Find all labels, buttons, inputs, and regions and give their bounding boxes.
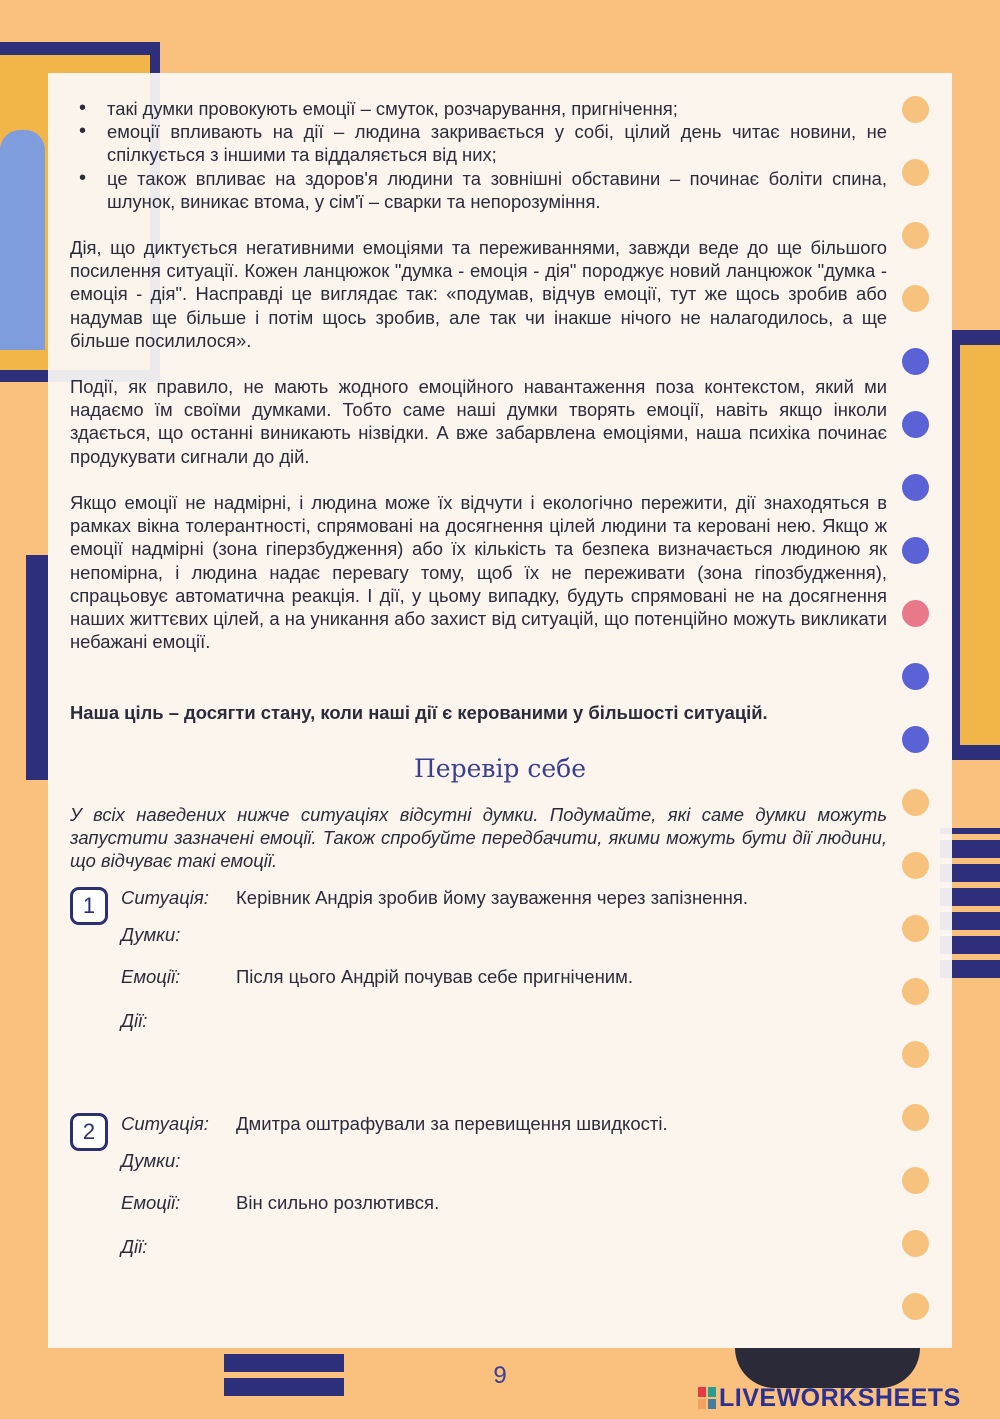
- notebook-ring-icon: [902, 726, 929, 753]
- person-illustration-left: [0, 130, 45, 350]
- notebook-ring-icon: [902, 1293, 929, 1320]
- situation-label: Ситуація:: [121, 887, 209, 908]
- page-number: 9: [493, 1362, 507, 1389]
- situation-text: Керівник Андрія зробив йому зауваження через запізнення.: [236, 887, 749, 908]
- situation-label: Ситуація:: [121, 1113, 209, 1134]
- liveworksheets-logo[interactable]: [698, 1384, 961, 1413]
- window-frame-left-middle: [26, 555, 48, 780]
- notebook-ring-icon: [902, 96, 929, 123]
- bullet-item: • це також впливає на здоров'я людини та зовнішні обставини – починає боліти спина, шлунок, виникає втома, у сім'ї – сварки та непорозуміння.: [107, 167, 887, 213]
- actions-label: Дії:: [121, 1236, 148, 1257]
- bullet-list-container: [70, 97, 887, 213]
- notebook-ring-icon: [902, 222, 929, 249]
- brand-text: LIVEWORKSHEETS: [719, 1384, 961, 1412]
- notebook-ring-icon: [902, 1230, 929, 1257]
- bullet-item: • такі думки провокують емоції – смуток, розчарування, пригнічення;: [107, 97, 887, 120]
- notebook-ring-icon: [902, 1167, 929, 1194]
- notebook-ring-icon: [902, 411, 929, 438]
- notebook-ring-icon: [902, 852, 929, 879]
- thoughts-label: Думки:: [121, 924, 181, 945]
- notebook-ring-icon: [902, 1104, 929, 1131]
- liveworksheets-icon: [698, 1387, 716, 1409]
- notebook-ring-icon: [902, 789, 929, 816]
- emotions-label: Емоції:: [121, 1192, 181, 1213]
- bullet-item: • емоції впливають на дії – людина закривається у собі, цілий день читає новини, не спілкується з іншими та віддаляється від них;: [107, 120, 887, 166]
- bullet-list: [70, 97, 887, 213]
- exercise-instruction: У всіх наведених нижче ситуаціях відсутні думки. Подумайте, які саме думки можуть запустити зазначені емоції. Також спробуйте передбачити, якими можуть бути дії людини, що відчуває такі емоції.: [70, 804, 887, 872]
- paragraph-events: Події, як правило, не мають жодного емоційного навантаження поза контекстом, який ми надаємо їм своїми думками. Тобто саме наші думки творять емоції, навіть якщо інколи здається, що останні виникають нізвідки. А вже забарвлена емоціями, наша психіка починає продукувати сигнали до дій.: [70, 376, 887, 467]
- paragraph-emotions: Якщо емоції не надмірні, і людина може їх відчути і екологічно пережити, дії знаходяться в рамках вікна толерантності, спрямовані на досягнення цілей людини та керовані нею. Якщо ж емоції надмірні (зона гіперзбудження) або їх кількість та безпека визначається людиною як непомірна, і людина надає перевагу тому, щоб їх не переживати (зона гіпозбудження), спрацьовує автоматична реакція. І дії, у цьому випадку, будуть спрямовані не на досягнення наших життєвих цілей, а на уникання або захист від ситуацій, що потенційно можуть викликати небажані емоції.: [70, 492, 887, 653]
- emotions-text: Після цього Андрій почував себе пригніченим.: [236, 966, 633, 987]
- section-title: Перевір себе: [413, 754, 587, 783]
- paragraph-chain: Дія, що диктується негативними емоціями та переживаннями, завжди веде до ще більшого посилення ситуації. Кожен ланцюжок "думка - емоція - дія" породжує новий ланцюжок "думка - емоція - дія". Насправді це виглядає так: «подумав, відчув емоції, тут же щось зробив або надумав ще більше і потім щось зробив, але так чи інакше нічого не налагодилось, а ще більше посилилося».: [70, 237, 887, 351]
- exercise-number-badge: 2: [70, 1113, 108, 1151]
- emotions-text: Він сильно розлютився.: [236, 1192, 440, 1213]
- notebook-ring-icon: [902, 285, 929, 312]
- notebook-ring-icon: [902, 1041, 929, 1068]
- actions-label: Дії:: [121, 1010, 148, 1031]
- notebook-ring-icon: [902, 663, 929, 690]
- window-pane-right: [960, 345, 1000, 745]
- thoughts-label: Думки:: [121, 1150, 181, 1171]
- notebook-ring-icon: [902, 978, 929, 1005]
- goal-statement: Наша ціль – досягти стану, коли наші дії є керованими у більшості ситуацій.: [70, 702, 768, 723]
- notebook-ring-icon: [902, 474, 929, 501]
- notebook-ring-icon: [902, 600, 929, 627]
- notebook-ring-icon: [902, 915, 929, 942]
- notebook-ring-icon: [902, 159, 929, 186]
- emotions-label: Емоції:: [121, 966, 181, 987]
- notebook-ring-icon: [902, 537, 929, 564]
- exercise-number-badge: 1: [70, 887, 108, 925]
- notebook-ring-icon: [902, 348, 929, 375]
- situation-text: Дмитра оштрафували за перевищення швидкості.: [236, 1113, 668, 1134]
